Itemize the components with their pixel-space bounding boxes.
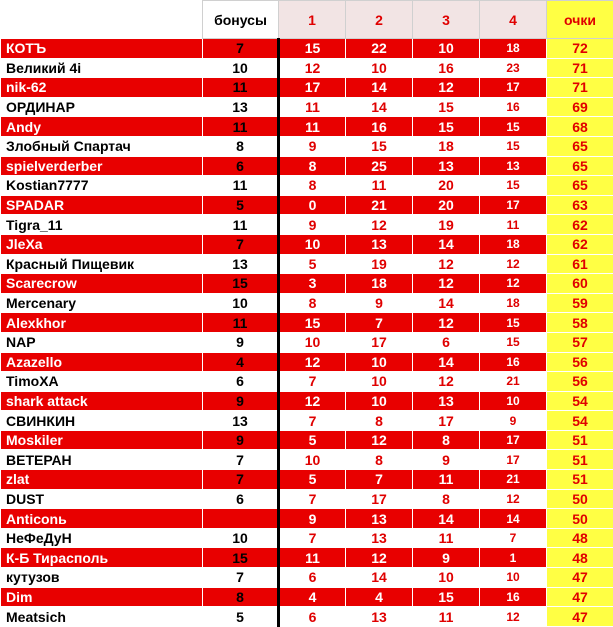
game-2-score: 12 [346, 215, 413, 235]
points-cell: 58 [547, 313, 613, 333]
bonus-cell: 6 [203, 489, 279, 509]
game-4-score: 18 [480, 293, 547, 313]
points-cell: 63 [547, 195, 613, 215]
game-1-score: 15 [279, 39, 346, 59]
game-4-score: 10 [480, 391, 547, 411]
table-row [1, 411, 613, 431]
points-cell: 47 [547, 568, 613, 588]
game-1-score: 5 [279, 254, 346, 274]
game-2-score: 19 [346, 254, 413, 274]
table-row [1, 293, 613, 313]
game-3-score: 15 [413, 587, 480, 607]
game-2-score: 13 [346, 607, 413, 627]
player-name: Злобный Спартач [1, 136, 203, 156]
game-3-score: 20 [413, 195, 480, 215]
game-2-score: 13 [346, 509, 413, 529]
points-cell: 51 [547, 470, 613, 490]
player-name: Великий 4i [1, 58, 203, 78]
points-cell: 54 [547, 391, 613, 411]
game-3-score: 13 [413, 391, 480, 411]
table-row [1, 587, 613, 607]
game-2-score: 7 [346, 313, 413, 333]
game-3-score: 16 [413, 58, 480, 78]
player-name: Scarecrow [1, 274, 203, 294]
points-cell: 50 [547, 509, 613, 529]
game-2-score: 14 [346, 78, 413, 98]
bonus-cell: 15 [203, 548, 279, 568]
player-name: shark attack [1, 391, 203, 411]
game-3-score: 14 [413, 352, 480, 372]
table-row [1, 372, 613, 392]
points-cell: 62 [547, 215, 613, 235]
points-cell: 47 [547, 607, 613, 627]
game-1-score: 9 [279, 136, 346, 156]
player-name: К-Б Тирасполь [1, 548, 203, 568]
bonus-cell: 5 [203, 195, 279, 215]
game-1-score: 11 [279, 117, 346, 137]
game-4-score: 12 [480, 254, 547, 274]
table-row [1, 58, 613, 78]
bonus-cell: 7 [203, 470, 279, 490]
table-row [1, 430, 613, 450]
points-cell: 50 [547, 489, 613, 509]
header-game-3: 3 [413, 1, 480, 39]
points-cell: 47 [547, 587, 613, 607]
points-cell: 65 [547, 156, 613, 176]
header-bonus: бонусы [203, 1, 279, 39]
player-name: Andy [1, 117, 203, 137]
game-3-score: 19 [413, 215, 480, 235]
game-3-score: 18 [413, 136, 480, 156]
game-4-score: 21 [480, 470, 547, 490]
game-4-score: 16 [480, 352, 547, 372]
bonus-cell: 7 [203, 450, 279, 470]
bonus-cell: 6 [203, 156, 279, 176]
bonus-cell: 11 [203, 313, 279, 333]
game-1-score: 12 [279, 391, 346, 411]
player-name: Meatsich [1, 607, 203, 627]
game-2-score: 13 [346, 528, 413, 548]
game-2-score: 13 [346, 234, 413, 254]
points-cell: 54 [547, 411, 613, 431]
table-row [1, 78, 613, 98]
points-cell: 48 [547, 548, 613, 568]
table-row [1, 97, 613, 117]
table-row [1, 332, 613, 352]
player-name: spielverderber [1, 156, 203, 176]
game-1-score: 7 [279, 528, 346, 548]
bonus-cell: 4 [203, 352, 279, 372]
table-row [1, 489, 613, 509]
game-3-score: 13 [413, 156, 480, 176]
game-1-score: 10 [279, 450, 346, 470]
game-1-score: 15 [279, 313, 346, 333]
points-cell: 68 [547, 117, 613, 137]
game-3-score: 11 [413, 607, 480, 627]
game-3-score: 20 [413, 176, 480, 196]
game-4-score: 17 [480, 430, 547, 450]
game-4-score: 15 [480, 136, 547, 156]
table-row [1, 548, 613, 568]
bonus-cell: 8 [203, 136, 279, 156]
game-2-score: 10 [346, 391, 413, 411]
player-name: DUST [1, 489, 203, 509]
header-game-2: 2 [346, 1, 413, 39]
bonus-cell: 11 [203, 176, 279, 196]
game-2-score: 25 [346, 156, 413, 176]
player-name: SPADAR [1, 195, 203, 215]
bonus-cell: 7 [203, 568, 279, 588]
game-4-score: 12 [480, 607, 547, 627]
bonus-cell: 7 [203, 39, 279, 59]
game-1-score: 9 [279, 215, 346, 235]
header-row [1, 1, 613, 39]
game-4-score: 17 [480, 78, 547, 98]
game-1-score: 6 [279, 568, 346, 588]
bonus-cell: 10 [203, 58, 279, 78]
player-name: Mercenary [1, 293, 203, 313]
game-3-score: 15 [413, 97, 480, 117]
table-row [1, 607, 613, 627]
bonus-cell: 11 [203, 117, 279, 137]
points-cell: 69 [547, 97, 613, 117]
bonus-cell: 9 [203, 391, 279, 411]
bonus-cell [203, 509, 279, 529]
game-2-score: 10 [346, 58, 413, 78]
game-3-score: 11 [413, 470, 480, 490]
game-4-score: 12 [480, 489, 547, 509]
bonus-cell: 13 [203, 411, 279, 431]
bonus-cell: 8 [203, 587, 279, 607]
game-4-score: 18 [480, 234, 547, 254]
game-3-score: 12 [413, 254, 480, 274]
table-row [1, 509, 613, 529]
game-4-score: 23 [480, 58, 547, 78]
points-cell: 61 [547, 254, 613, 274]
game-4-score: 18 [480, 39, 547, 59]
game-2-score: 17 [346, 332, 413, 352]
game-2-score: 22 [346, 39, 413, 59]
game-4-score: 1 [480, 548, 547, 568]
game-1-score: 8 [279, 176, 346, 196]
bonus-cell: 13 [203, 254, 279, 274]
table-row [1, 39, 613, 59]
game-4-score: 17 [480, 195, 547, 215]
game-2-score: 4 [346, 587, 413, 607]
game-1-score: 0 [279, 195, 346, 215]
player-name: Azazello [1, 352, 203, 372]
player-name: Dim [1, 587, 203, 607]
game-2-score: 18 [346, 274, 413, 294]
player-name: nik-62 [1, 78, 203, 98]
bonus-cell: 15 [203, 274, 279, 294]
game-3-score: 8 [413, 430, 480, 450]
game-2-score: 11 [346, 176, 413, 196]
game-3-score: 12 [413, 78, 480, 98]
table-row [1, 176, 613, 196]
game-1-score: 3 [279, 274, 346, 294]
game-1-score: 12 [279, 58, 346, 78]
table-row [1, 352, 613, 372]
game-1-score: 17 [279, 78, 346, 98]
points-cell: 65 [547, 136, 613, 156]
game-1-score: 5 [279, 430, 346, 450]
table-row [1, 254, 613, 274]
points-cell: 59 [547, 293, 613, 313]
bonus-cell: 11 [203, 78, 279, 98]
game-1-score: 7 [279, 372, 346, 392]
points-cell: 56 [547, 352, 613, 372]
player-name: Alexkhor [1, 313, 203, 333]
game-4-score: 9 [480, 411, 547, 431]
points-cell: 72 [547, 39, 613, 59]
bonus-cell: 9 [203, 332, 279, 352]
game-1-score: 11 [279, 97, 346, 117]
header-game-4: 4 [480, 1, 547, 39]
table-row [1, 391, 613, 411]
points-cell: 60 [547, 274, 613, 294]
game-1-score: 10 [279, 234, 346, 254]
game-4-score: 10 [480, 568, 547, 588]
game-4-score: 16 [480, 97, 547, 117]
player-name: Красный Пищевик [1, 254, 203, 274]
game-2-score: 16 [346, 117, 413, 137]
table-row [1, 450, 613, 470]
points-cell: 51 [547, 450, 613, 470]
points-cell: 71 [547, 78, 613, 98]
game-2-score: 10 [346, 352, 413, 372]
game-2-score: 14 [346, 568, 413, 588]
bonus-cell: 11 [203, 215, 279, 235]
game-3-score: 10 [413, 568, 480, 588]
game-1-score: 9 [279, 509, 346, 529]
game-2-score: 12 [346, 430, 413, 450]
game-3-score: 12 [413, 313, 480, 333]
game-3-score: 9 [413, 548, 480, 568]
game-1-score: 5 [279, 470, 346, 490]
game-2-score: 12 [346, 548, 413, 568]
header-points: очки [547, 1, 613, 39]
game-2-score: 8 [346, 411, 413, 431]
player-name: ВЕТЕРАН [1, 450, 203, 470]
game-1-score: 11 [279, 548, 346, 568]
table-row [1, 470, 613, 490]
game-1-score: 7 [279, 411, 346, 431]
bonus-cell: 9 [203, 430, 279, 450]
game-3-score: 14 [413, 509, 480, 529]
header-game-1: 1 [279, 1, 346, 39]
game-3-score: 14 [413, 293, 480, 313]
player-name: СВИНКИН [1, 411, 203, 431]
table-row [1, 313, 613, 333]
points-cell: 71 [547, 58, 613, 78]
points-cell: 62 [547, 234, 613, 254]
game-2-score: 15 [346, 136, 413, 156]
game-3-score: 10 [413, 39, 480, 59]
game-2-score: 17 [346, 489, 413, 509]
bonus-cell: 10 [203, 528, 279, 548]
table-row [1, 117, 613, 137]
game-4-score: 7 [480, 528, 547, 548]
game-1-score: 4 [279, 587, 346, 607]
game-1-score: 7 [279, 489, 346, 509]
game-1-score: 6 [279, 607, 346, 627]
game-4-score: 11 [480, 215, 547, 235]
points-cell: 56 [547, 372, 613, 392]
game-4-score: 12 [480, 274, 547, 294]
points-cell: 51 [547, 430, 613, 450]
player-name: Tigra_11 [1, 215, 203, 235]
player-name: zlat [1, 470, 203, 490]
game-3-score: 12 [413, 372, 480, 392]
player-name: TimoXA [1, 372, 203, 392]
player-name: NAP [1, 332, 203, 352]
table-row [1, 195, 613, 215]
table-row [1, 136, 613, 156]
game-1-score: 10 [279, 332, 346, 352]
player-name: Kostian7777 [1, 176, 203, 196]
game-2-score: 14 [346, 97, 413, 117]
game-4-score: 15 [480, 117, 547, 137]
points-cell: 57 [547, 332, 613, 352]
bonus-cell: 5 [203, 607, 279, 627]
game-2-score: 7 [346, 470, 413, 490]
game-4-score: 13 [480, 156, 547, 176]
player-name: НеФеДуН [1, 528, 203, 548]
game-2-score: 9 [346, 293, 413, 313]
header-name-cell [1, 1, 203, 39]
game-1-score: 8 [279, 156, 346, 176]
table-row [1, 156, 613, 176]
table-row [1, 528, 613, 548]
bonus-cell: 10 [203, 293, 279, 313]
bonus-cell: 6 [203, 372, 279, 392]
player-name: КОТЪ [1, 39, 203, 59]
game-4-score: 15 [480, 332, 547, 352]
game-3-score: 8 [413, 489, 480, 509]
game-1-score: 12 [279, 352, 346, 372]
player-name: Anticonь [1, 509, 203, 529]
game-4-score: 15 [480, 176, 547, 196]
game-3-score: 15 [413, 117, 480, 137]
bonus-cell: 13 [203, 97, 279, 117]
game-4-score: 21 [480, 372, 547, 392]
game-1-score: 8 [279, 293, 346, 313]
game-3-score: 12 [413, 274, 480, 294]
points-cell: 65 [547, 176, 613, 196]
game-2-score: 21 [346, 195, 413, 215]
game-2-score: 10 [346, 372, 413, 392]
game-2-score: 8 [346, 450, 413, 470]
game-3-score: 9 [413, 450, 480, 470]
table-row [1, 215, 613, 235]
player-name: кутузов [1, 568, 203, 588]
table-row [1, 274, 613, 294]
player-name: ОРДИНАР [1, 97, 203, 117]
game-4-score: 16 [480, 587, 547, 607]
game-4-score: 15 [480, 313, 547, 333]
game-3-score: 17 [413, 411, 480, 431]
game-4-score: 14 [480, 509, 547, 529]
table-row [1, 568, 613, 588]
table-row [1, 234, 613, 254]
game-3-score: 14 [413, 234, 480, 254]
player-name: Moskiler [1, 430, 203, 450]
game-4-score: 17 [480, 450, 547, 470]
points-cell: 48 [547, 528, 613, 548]
game-3-score: 11 [413, 528, 480, 548]
game-3-score: 6 [413, 332, 480, 352]
bonus-cell: 7 [203, 234, 279, 254]
player-name: JleXa [1, 234, 203, 254]
